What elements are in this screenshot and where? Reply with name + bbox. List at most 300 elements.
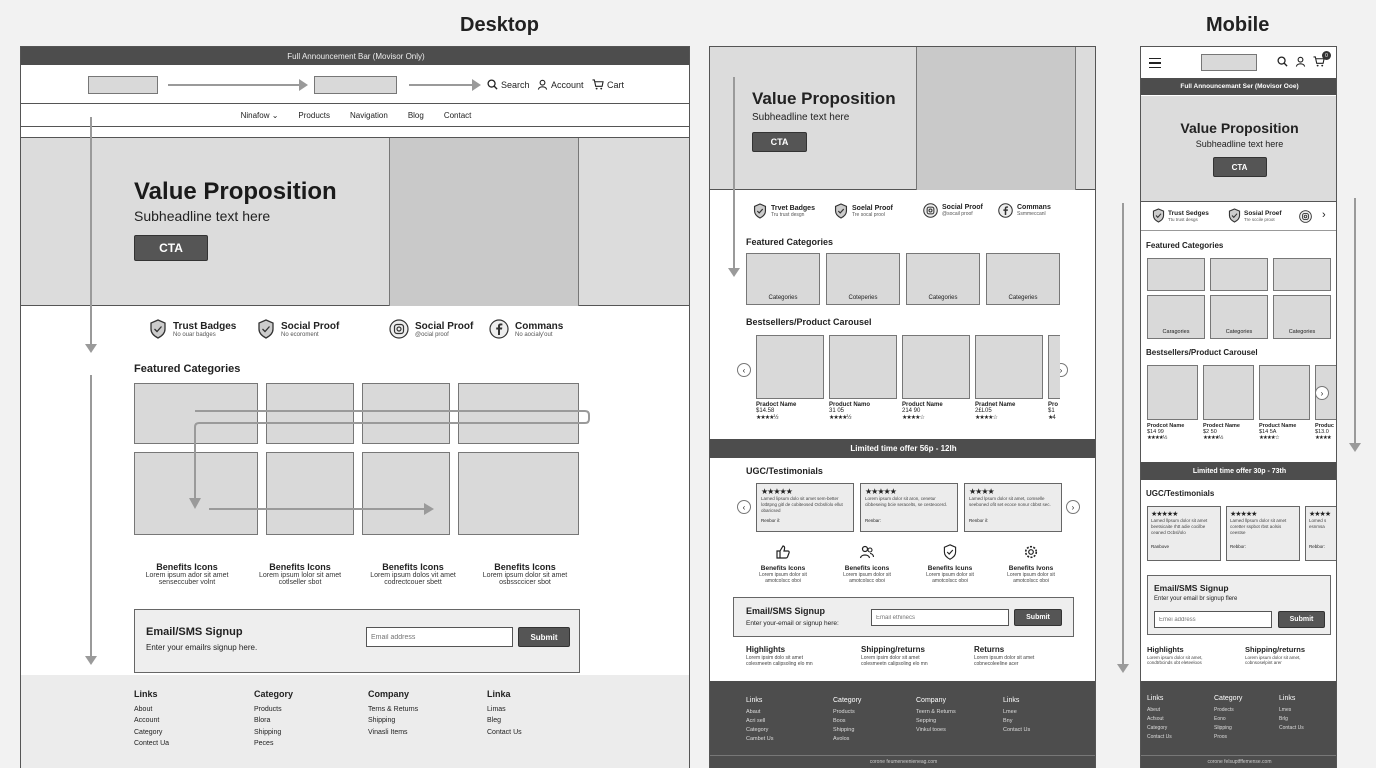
signup-subtitle: Enter your email br signup flere [1154, 596, 1238, 602]
logo-placeholder[interactable] [88, 76, 158, 94]
product-card[interactable] [902, 335, 970, 421]
footer-link[interactable]: Teern & Returns [916, 708, 956, 715]
product-card[interactable] [756, 335, 824, 421]
category-label: Categories [768, 295, 798, 301]
highlight-text: Lorem ipsum dolor sit amet, [1147, 655, 1203, 660]
footer-link[interactable]: Terns & Returns [368, 705, 419, 713]
testimonial-card [1305, 506, 1337, 561]
testimonial-author: Renbor il: [969, 518, 989, 523]
product-image [902, 335, 970, 399]
trust-badge-title: Social Proof [942, 204, 983, 211]
benefit-text: Lorem ipsum lolor sit amet [258, 572, 342, 579]
footer-link[interactable]: Contect Ua [134, 740, 170, 747]
product-rating: ★★★★ [1315, 435, 1331, 441]
product-name: Product Name [1259, 423, 1297, 429]
shield-icon [834, 203, 848, 219]
flow-arrow [409, 84, 473, 86]
footer-link[interactable]: Cambet Us [746, 735, 774, 742]
footer-link[interactable]: Peces [254, 740, 274, 747]
product-rating: ★4 [1048, 415, 1055, 421]
footer [21, 675, 690, 768]
benefit-item [746, 544, 820, 584]
testimonial-rating: ★★★★★ [1230, 511, 1257, 518]
testimonial-card [756, 483, 854, 532]
category-tile[interactable] [906, 253, 980, 305]
nav-item-1[interactable]: Ninafow ⌄ [240, 110, 279, 120]
announcement-bar [21, 47, 690, 65]
instagram-icon [1299, 210, 1312, 223]
account-icon [537, 79, 548, 90]
hero-title: Value Proposition [1180, 120, 1299, 136]
hero [710, 47, 1096, 190]
copyright: corone feumeneenieneag.com [869, 759, 938, 765]
product-image [1259, 365, 1310, 420]
hero-subtitle: Subheadline text here [752, 112, 850, 123]
benefit-item [127, 562, 247, 586]
category-label: Categeries [1008, 295, 1038, 301]
category-tile[interactable] [986, 253, 1060, 305]
highlight-title: Shipping/returns [1245, 645, 1305, 654]
chevron-left-icon: ‹ [742, 365, 746, 375]
category-tile[interactable] [1273, 295, 1331, 339]
product-price: $13.0 [1315, 429, 1329, 435]
chevron-right-icon[interactable]: › [1322, 209, 1326, 221]
submit-button[interactable]: Submit [518, 627, 570, 647]
product-price: 31 05 [829, 408, 845, 414]
flow-arrow [90, 117, 92, 345]
testimonial-text: Lorem ipsum dolor sit aron, cenetur cibbeseing bcie seracelts, se cesteocerd. [865, 496, 948, 507]
testimonial-text: Lamed lipsum dolo sit amet sem-better lotbtpng gitl de cobiteosed Ocbsl/olo ellut obaricsed [761, 496, 843, 513]
hero-cta-button[interactable]: CTA [1213, 157, 1267, 177]
benefit-text: Lorem ipsum dolor sit [926, 572, 974, 578]
footer-link[interactable]: Proos [1214, 733, 1228, 740]
footer-link[interactable]: Lmes [1279, 706, 1292, 713]
flow-arrow [1122, 203, 1124, 665]
benefit-text: Lorem ipsum ador sit amet [145, 572, 229, 579]
benefit-title: Benefits Icuns [927, 565, 973, 572]
hero-title: Value Proposition [752, 89, 896, 108]
footer-divider [1141, 755, 1337, 756]
email-field[interactable] [1154, 611, 1272, 628]
category-tile[interactable] [1210, 258, 1268, 291]
benefit-text: senseccuber volnt [158, 579, 216, 586]
trust-badge [923, 203, 983, 218]
product-price: $14 5A [1259, 429, 1277, 435]
product-image [975, 335, 1043, 399]
highlight-item [1147, 645, 1203, 665]
benefit-text: Lorem ipsum dolor sit [1007, 572, 1055, 578]
highlight-item [861, 645, 928, 667]
footer-link[interactable]: Contact Us [1147, 733, 1172, 740]
product-price: 2£L05 [975, 408, 992, 414]
signup-subtitle: Enter your emailrs signup here. [146, 643, 258, 652]
offer-text: Limited time offer 30p - 73th [1192, 467, 1287, 475]
benefit-text: amotcolscc oboi [849, 578, 885, 584]
product-name: Pradoct Name [756, 402, 797, 408]
testimonial-text: Lamed llpsum dolor sit amet beetsicaite rhtt adie cocilbe ceaned Ocbsl/olo [1151, 518, 1208, 535]
mobile-label: Mobile [1206, 14, 1270, 36]
product-card[interactable] [1259, 365, 1310, 441]
hero [1141, 96, 1337, 202]
chevron-down-icon: ⌄ [271, 110, 279, 120]
hero-subtitle: Subheadline text here [1195, 139, 1284, 149]
footer-link[interactable]: Shipping [833, 726, 855, 733]
product-name: Prodect Name [1203, 423, 1240, 429]
footer-column [1147, 693, 1172, 742]
nav-item-products[interactable]: Products [298, 110, 330, 120]
facebook-icon [998, 203, 1013, 218]
testimonial-rating: ★★★★★ [865, 487, 896, 496]
ugc-title: UGC/Testimonials [746, 466, 823, 476]
product-card[interactable] [829, 335, 897, 421]
testimonial-text: Lomed s esnmsa [1309, 518, 1327, 529]
footer-link[interactable]: Vinasli Items [368, 728, 408, 736]
category-label: Caragories [1162, 329, 1190, 335]
trust-badge-sub: Ttu trust desgs [1168, 216, 1198, 222]
footer-link[interactable]: Bleg [487, 717, 502, 724]
hero-title: Value Proposition [134, 178, 337, 205]
trust-badge-sub: No ecoroment [281, 331, 319, 338]
carousel-next-button[interactable] [1315, 386, 1329, 400]
benefit-title: Benefits Icons [382, 562, 444, 572]
footer-link[interactable]: Category [1147, 724, 1168, 731]
highlight-title: Returns [974, 645, 1005, 654]
footer-column-title: Category [254, 689, 294, 699]
testimonial-rating: ★★★★ [1309, 511, 1331, 518]
benefit-item [994, 544, 1068, 584]
category-tile[interactable] [1273, 258, 1331, 291]
footer-link[interactable]: Eono [1214, 715, 1226, 722]
thumbs-up-icon [775, 544, 791, 560]
header-placeholder [314, 76, 397, 94]
highlight-title: Shipping/returns [861, 645, 925, 654]
category-tile[interactable] [826, 253, 900, 305]
product-name: Product Name [902, 402, 943, 408]
product-image [1203, 365, 1254, 420]
submit-button[interactable]: Submit [1278, 611, 1325, 628]
trust-badge-sub: @socail proof [942, 211, 973, 217]
search-icon [487, 79, 498, 90]
signup-box [733, 597, 1074, 637]
footer-column-title: Company [916, 697, 946, 704]
main-nav [21, 103, 690, 127]
trust-badge [998, 203, 1051, 218]
signup-title: Email/SMS Signup [146, 626, 243, 638]
product-price: $1 [1048, 408, 1055, 414]
highlight-text: Lorem ipsim dolor sit amet [861, 655, 920, 661]
chevron-left-icon: ‹ [742, 502, 746, 512]
trust-badge [149, 319, 236, 339]
mobile-frame [1140, 46, 1337, 768]
submit-button[interactable]: Submit [1014, 609, 1062, 626]
trust-badge [1152, 208, 1209, 223]
product-rating: ★★★★½ [756, 415, 778, 421]
highlight-text: colesmeetn calipsoling elo mn [746, 661, 813, 667]
footer-link[interactable]: Bny [1003, 717, 1013, 724]
highlight-item [1245, 645, 1305, 665]
benefit-text: Lorem ipsum dolor sit [759, 572, 807, 578]
benefit-title: Benefits Icons [494, 562, 556, 572]
testimonial-card [860, 483, 958, 532]
footer-column [134, 689, 169, 750]
announcement-text: Full Announcement Bar (Movisor Only) [287, 51, 425, 61]
signup-subtitle: Enter your-email or signup here: [746, 620, 839, 627]
highlight-text: condtrbcinds obt eleteeloos [1147, 660, 1202, 665]
footer-link[interactable]: Prodects [1214, 706, 1234, 713]
footer-link[interactable]: Shipping [368, 717, 396, 724]
product-name: Prodcot Name [1147, 423, 1185, 429]
cart-count-badge: 0 [1322, 51, 1331, 60]
hero-cta-button[interactable]: CTA [134, 235, 208, 261]
benefit-text: cotlseller sbot [278, 579, 322, 586]
users-icon [859, 544, 875, 560]
footer-column-title: Links [134, 689, 158, 699]
flow-arrow [1354, 198, 1356, 444]
trust-badge-title: Trust Sedges [1168, 209, 1209, 217]
footer-link[interactable]: Abaut [746, 708, 761, 715]
trust-badge [753, 203, 815, 219]
flow-arrow [90, 375, 92, 657]
benefit-title: Benefits Icons [156, 562, 218, 572]
footer-link[interactable]: Acri sell [746, 717, 766, 724]
testimonial-author: Rebbor: [1309, 544, 1326, 549]
testimonial-author: Rebbor: [1230, 544, 1247, 549]
chevron-right-icon: › [1071, 502, 1075, 512]
hero-cta-button[interactable]: CTA [752, 132, 807, 152]
product-name: Pradnet Name [975, 402, 1016, 408]
cart-label: Cart [607, 79, 625, 90]
footer-link[interactable]: Products [254, 705, 282, 713]
footer-link[interactable]: Contact Us [487, 728, 522, 736]
category-tile[interactable] [1147, 295, 1205, 339]
hamburger-icon[interactable] [1149, 58, 1161, 68]
product-card[interactable] [1203, 365, 1254, 441]
footer-link[interactable]: Avolos [833, 735, 850, 742]
footer-link[interactable]: Category [746, 726, 769, 733]
footer [710, 681, 1096, 768]
trust-badge-title: Social Proof [281, 320, 340, 332]
shield-icon [753, 203, 767, 219]
benefit-text: Lorem ipsum dolor sit amet [482, 572, 568, 579]
product-card[interactable] [1147, 365, 1198, 441]
logo-placeholder[interactable] [1201, 54, 1257, 71]
product-rating: ★★★★☆ [1259, 435, 1279, 441]
nav-item-blog[interactable]: Blog [407, 110, 424, 120]
trust-badge-title: Trust Badges [173, 320, 237, 332]
highlight-item [974, 645, 1034, 667]
nav-item-contact[interactable]: Contact [443, 110, 472, 120]
desktop-frame [20, 46, 690, 768]
footer-link[interactable]: Abeut [1147, 706, 1161, 713]
footer-link[interactable]: Vinkul tooes [916, 726, 946, 733]
trust-badge [834, 203, 893, 219]
product-price: 214 90 [902, 408, 921, 414]
product-rating: ★★★★½ [829, 415, 851, 421]
search-icon[interactable] [1277, 56, 1288, 67]
signup-box [1147, 575, 1331, 635]
account-link[interactable] [537, 79, 584, 90]
email-field[interactable] [366, 627, 513, 647]
footer-link[interactable]: Sepping [916, 717, 937, 724]
testimonial-author: Renbar: [865, 518, 882, 523]
product-image [1147, 365, 1198, 420]
account-label: Account [551, 79, 584, 90]
footer-link[interactable]: Contact Us [1003, 726, 1031, 733]
category-label: Categories [928, 295, 958, 301]
shield-check-icon [942, 544, 958, 560]
footer-divider [710, 755, 1096, 756]
footer-column-title: Category [833, 697, 862, 704]
product-price: $14.58 [756, 408, 775, 414]
signup-box [134, 609, 580, 673]
benefit-item [240, 562, 360, 586]
trust-badge-title: Trvet Badges [771, 204, 815, 212]
highlight-item [746, 645, 813, 667]
trust-badge [389, 319, 473, 339]
footer-link[interactable]: Products [833, 708, 855, 715]
offer-text: Limited time offer 56p - 12lh [850, 444, 957, 453]
desktop-label: Desktop [460, 14, 539, 36]
featured-title: Featured Categories [1146, 241, 1224, 250]
footer-link[interactable]: Blora [254, 717, 271, 724]
testimonial-text: Lamed llpsum dolor sit amet coretter sspbot rbst aolsis ceestse [1230, 518, 1287, 535]
highlight-text: colesmeetn calipsoling elo mn [861, 661, 928, 667]
product-rating: ★★★★½ [1203, 435, 1223, 441]
benefit-item [465, 562, 585, 586]
category-label: Categories [1225, 329, 1253, 335]
trust-badge-sub: Ssmmeccanl [1017, 211, 1046, 217]
product-card[interactable] [1315, 365, 1337, 441]
footer-link[interactable]: Limas [487, 705, 506, 713]
trust-badge-sub: Tru trust desgn [771, 211, 805, 218]
flow-arrow [733, 77, 735, 269]
announcement-text: Full Announcemant Ser (Movisor Ooe) [1180, 83, 1299, 90]
benefit-text: osbssccicer sbot [499, 579, 551, 586]
instagram-icon [923, 203, 938, 218]
testimonial-rating: ★★★★ [969, 487, 994, 496]
benefit-text: codrectcouer sbett [384, 579, 442, 586]
category-tile[interactable] [1210, 295, 1268, 339]
carousel-prev-button[interactable] [737, 363, 751, 377]
category-label: Coteperies [848, 295, 878, 301]
footer-link[interactable]: Account [134, 717, 160, 724]
gear-icon [1023, 544, 1039, 560]
carousel-next-button[interactable] [1066, 500, 1080, 514]
cart-link[interactable] [592, 79, 624, 90]
footer-column-title: Links [746, 697, 763, 704]
hero [21, 138, 690, 306]
featured-title: Featured Categories [134, 363, 241, 375]
signup-title: Email/SMS Signup [746, 606, 826, 616]
testimonial-text: Lamed lpsum dolor sit amet, comselle seeboned ofit set ecoce nonur cbbst sec. [969, 496, 1051, 507]
testimonial-card [1147, 506, 1221, 561]
trust-badges [149, 319, 589, 345]
carousel-title: Bestsellers/Product Carousel [746, 317, 872, 327]
carousel-prev-button[interactable] [737, 500, 751, 514]
copyright: corone felsuptfffemense.com [1207, 759, 1272, 765]
trust-badge-sub: No ouar badges [173, 331, 216, 338]
testimonial-author: Ranbove [1151, 544, 1170, 549]
footer-link[interactable]: Boos [833, 717, 846, 724]
product-price: $14 99 [1147, 429, 1164, 435]
product-name: Product Namo [829, 402, 871, 408]
footer-column [1279, 693, 1304, 733]
highlight-title: Highlights [1147, 645, 1184, 654]
footer-column [746, 695, 774, 744]
hero-image-placeholder [916, 47, 1076, 190]
product-image [829, 335, 897, 399]
footer-link[interactable]: Brlg [1279, 715, 1288, 722]
product-rating: ★★★★☆ [975, 415, 997, 421]
trust-badge-title: Commans [515, 320, 564, 332]
footer-column-title: Linka [487, 689, 511, 699]
product-rating: ★★★★☆ [902, 415, 924, 421]
footer-link[interactable]: Lmee [1003, 708, 1017, 715]
footer-column [368, 689, 418, 738]
tablet-frame [709, 46, 1096, 768]
featured-title: Featured Categories [746, 237, 834, 247]
cart-icon [592, 79, 604, 90]
benefit-item [913, 544, 987, 584]
instagram-icon [389, 319, 409, 339]
product-name: Produc [1315, 423, 1334, 429]
flow-arrow [168, 84, 300, 86]
footer-link[interactable]: Shipping [254, 728, 282, 736]
product-card[interactable] [1048, 335, 1060, 421]
footer-link[interactable]: Contact Us [1279, 724, 1304, 731]
footer-column-title: Category [1214, 695, 1243, 702]
testimonial-card [964, 483, 1062, 532]
divider [1141, 230, 1337, 231]
footer-column [1214, 693, 1242, 742]
facebook-icon [489, 319, 509, 339]
account-icon[interactable] [1295, 56, 1306, 67]
footer-column-title: Company [368, 689, 410, 699]
testimonial-author: Renbor il: [761, 518, 781, 523]
footer-link[interactable]: Acfsout [1147, 715, 1164, 722]
benefit-item [353, 562, 473, 586]
benefit-title: Benefits Icons [760, 565, 806, 572]
search-link[interactable] [487, 79, 530, 90]
category-tile[interactable] [1147, 258, 1205, 291]
nav-item-navigation[interactable]: Navigation [350, 110, 388, 120]
hero-image-placeholder [389, 138, 579, 306]
trust-badge-title: Commans [1017, 204, 1051, 211]
benefit-item [830, 544, 904, 584]
email-field[interactable] [871, 609, 1009, 626]
offer-bar [1141, 462, 1337, 480]
shield-icon [1228, 208, 1241, 223]
product-price: $2 50 [1203, 429, 1217, 435]
benefit-title: Benefits Ivons [1008, 565, 1054, 572]
product-card[interactable] [975, 335, 1043, 421]
trust-badge [489, 319, 563, 339]
benefit-title: Benefits icons [844, 565, 890, 572]
footer-link[interactable]: Category [134, 728, 163, 736]
trust-badge [257, 319, 339, 339]
trust-badge-title: Soelal Proof [852, 204, 893, 212]
trust-badge-sub: Tre sccile proot [1244, 216, 1275, 222]
announcement-bar [1141, 78, 1337, 95]
benefit-text: amotcolscc oboi [932, 578, 968, 584]
offer-bar [710, 439, 1096, 458]
shield-icon [149, 319, 167, 339]
footer-link[interactable]: About [134, 705, 153, 713]
highlight-title: Highlights [746, 645, 786, 654]
flow-path [181, 402, 601, 522]
footer-link[interactable]: Slipping [1214, 724, 1232, 731]
category-tile[interactable] [746, 253, 820, 305]
